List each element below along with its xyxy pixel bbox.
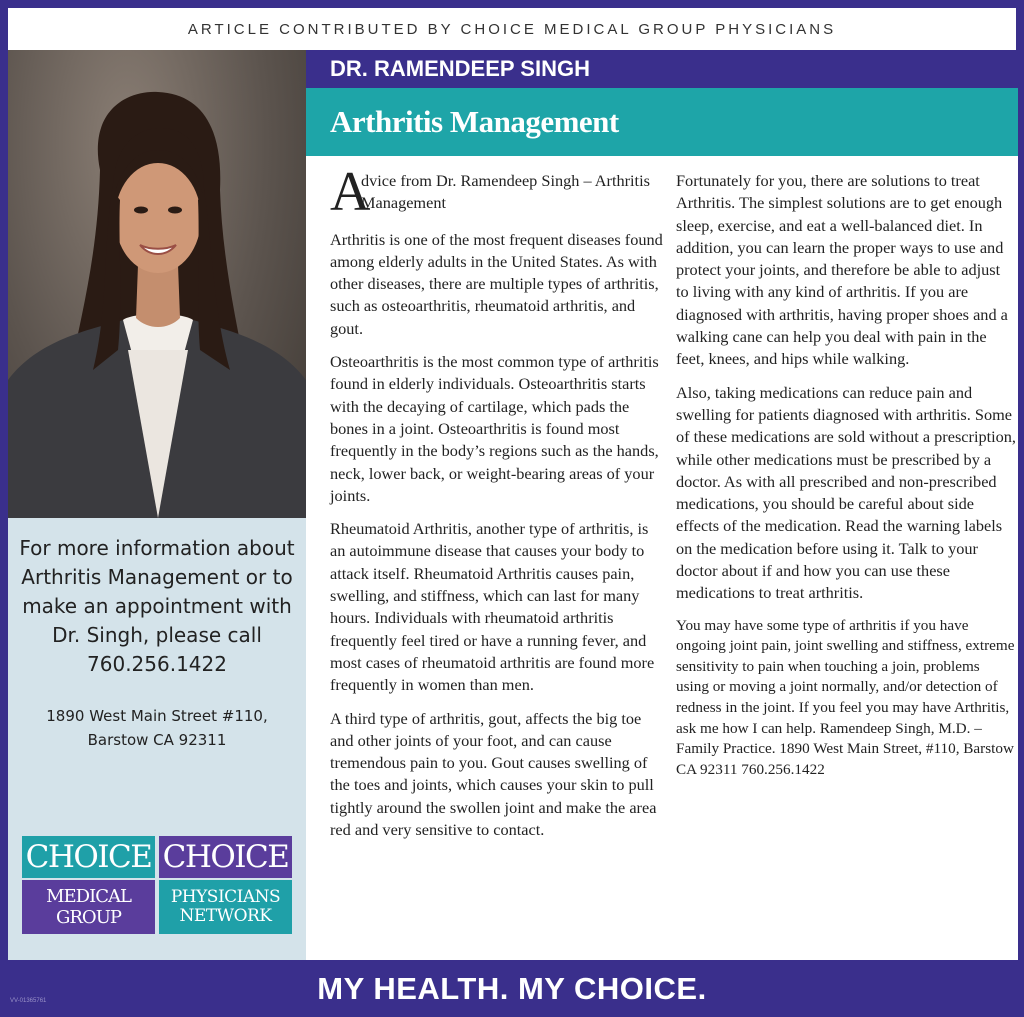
- article-column-left: [330, 161, 666, 852]
- article-lead: [330, 161, 666, 223]
- lead-text: dvice from Dr. Ramendeep Singh – Arthritis Management: [361, 171, 650, 213]
- logo-choice-physicians: CHOICE: [159, 836, 292, 878]
- choice-logo: [22, 836, 292, 934]
- article-paragraph: A third type of arthritis, gout, affects the big toe and other joints of your foot, and can cause tremendous pain to you. Gout causes swelling of the toes and joints, which causes your skin to pull tightly around the swollen joint and make the area red and very sensitive to contact.: [330, 708, 657, 840]
- footer-slogan: MY HEALTH. MY CHOICE.: [317, 970, 707, 1006]
- drop-cap: A: [330, 161, 371, 223]
- article-paragraph: Rheumatoid Arthritis, another type of arthritis, is an autoimmune disease that causes your body to attack itself. Rheumatoid Arthritis causes pain, swelling, and stiffness, which can last for many hours. Individuals with rheumatoid arthritis frequently feel tired or have a running fever, and most cases of rheumatoid arthritis are found more frequently in women than men.: [330, 519, 655, 695]
- doctor-photo: [8, 50, 306, 518]
- top-banner: ARTICLE CONTRIBUTED BY CHOICE MEDICAL GROUP PHYSICIANS: [8, 8, 1016, 50]
- contact-info-text: For more information about Arthritis Management or to make an appointment with Dr. Singh, please call 760.256.1422: [19, 536, 295, 676]
- article-panel: [306, 50, 1018, 960]
- article-paragraph: You may have some type of arthritis if you have ongoing joint pain, joint swelling and stiffness, extreme sensitivity to pain when touching a join, problems using or moving a joint normally, and/or detection of redness in the joint. If you feel you may have Arthritis, ask me how I can help. Ramendeep Singh, M.D. – Family Practice. 1890 West Main Street, #110, Barstow CA 92311 760.256.1422: [676, 616, 1015, 778]
- article-paragraph: Fortunately for you, there are solutions to treat Arthritis. The simplest solutions are to get enough sleep, exercise, and eat a well-balanced diet. In addition, you can learn the proper ways to use and protect your joints, and therefore be able to adjust to living with any kind of arthritis. If you are diagnosed with arthritis, having proper shoes and a walking cane can help you deal with pain in the feet, knees, and hips while walking.: [676, 171, 1008, 369]
- contact-address: 1890 West Main Street #110, Barstow CA 92311: [46, 707, 268, 749]
- doctor-name-header: DR. RAMENDEEP SINGH: [306, 50, 1018, 88]
- contact-info-box: [8, 518, 306, 960]
- article-column-right: [676, 170, 1016, 791]
- ad-code: VV-01365761: [10, 998, 47, 1004]
- logo-medical-group: MEDICAL GROUP: [22, 880, 155, 934]
- logo-physicians-network: PHYSICIANS NETWORK: [159, 880, 292, 934]
- article-paragraph: Arthritis is one of the most frequent diseases found among elderly adults in the United States. As with other diseases, there are multiple types of arthritis, such as osteoarthritis, rheumatoid arthritis, and gout.: [330, 229, 663, 338]
- logo-choice-medical: CHOICE: [22, 836, 155, 878]
- article-paragraph: Also, taking medications can reduce pain and swelling for patients diagnosed with arthritis. Some of these medications are sold without a prescription, while other medications must be prescribed by a doctor. As with all prescribed and non-prescribed medications, you should be careful about side effects of the medication. Read the warning labels on the medication before using it. Talk to your doctor about if and how you can use these medications to treat arthritis.: [676, 382, 1017, 603]
- article-title: Arthritis Management: [306, 88, 1018, 156]
- article-paragraph: Osteoarthritis is the most common type of arthritis found in elderly individuals. Osteoarthritis starts with the decaying of cartilage, which pads the bones in a joint. Osteoarthritis is found most frequently in the body’s regions such as the hands, neck, lower back, or weight-bearing areas of your joints.: [330, 352, 659, 505]
